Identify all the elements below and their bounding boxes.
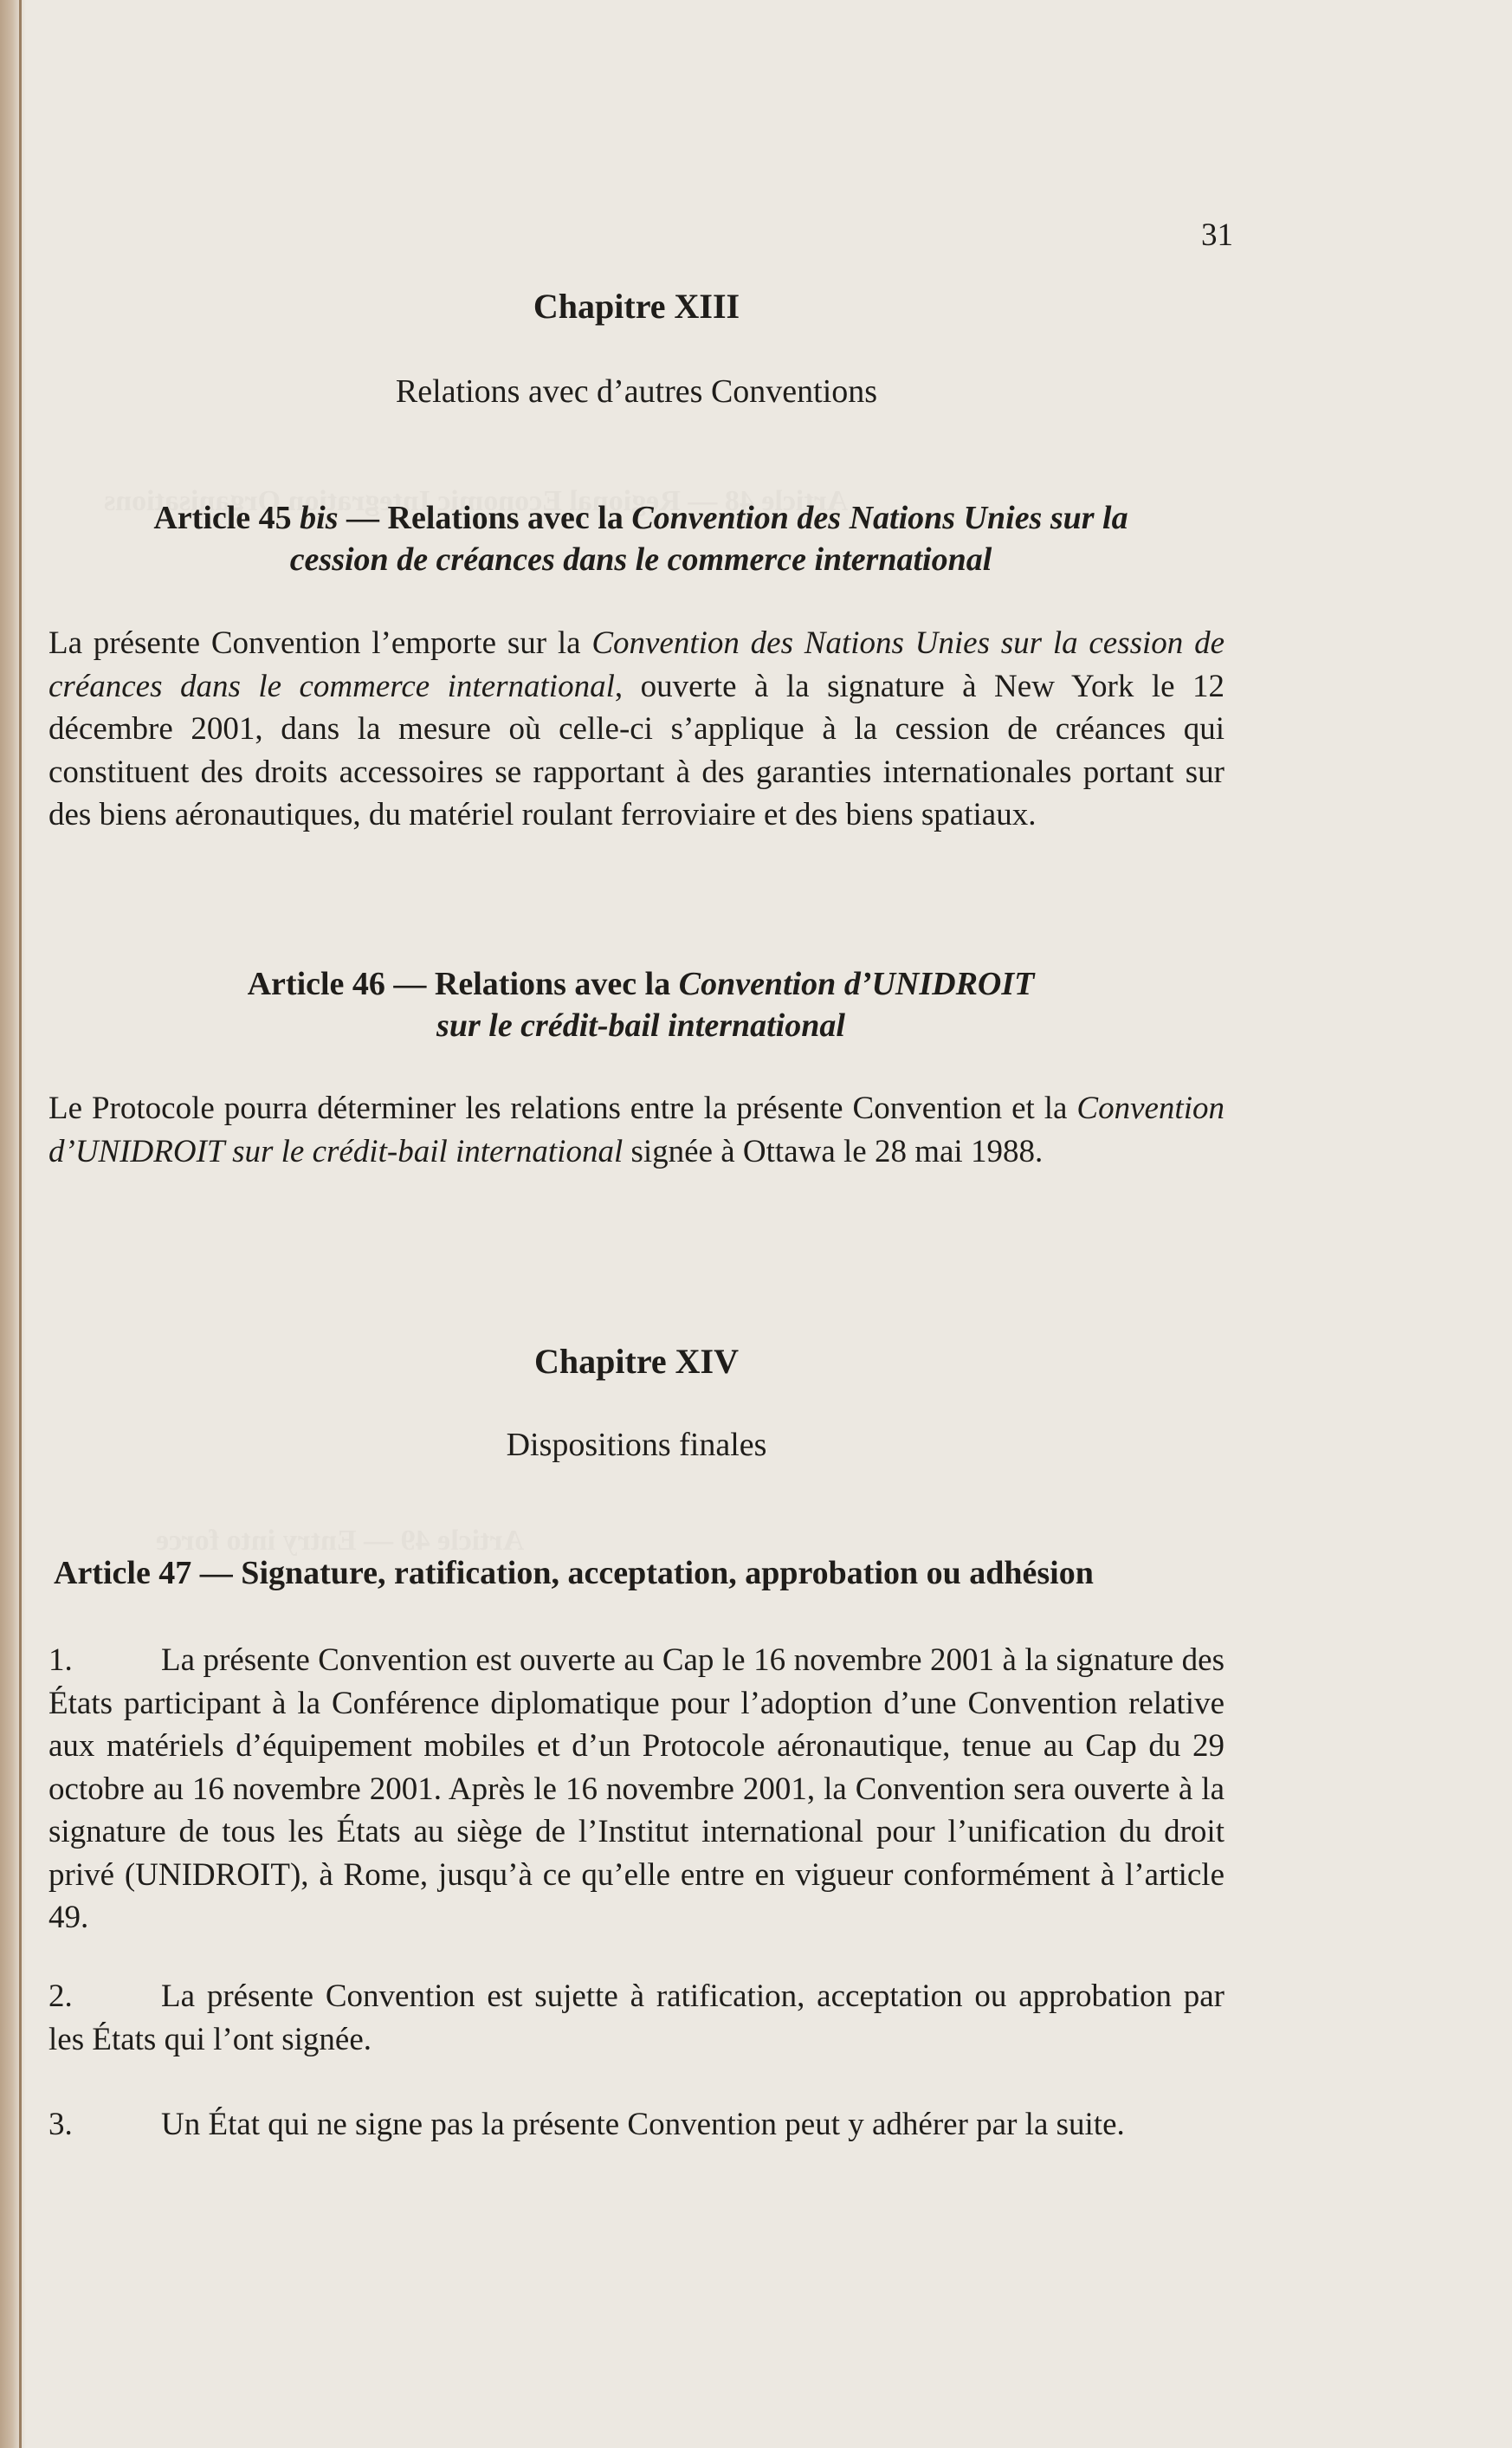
paragraph-number: 3. [48,2107,73,2142]
article-45-bis-title-convention-line-2: cession de créances dans le commerce international [289,541,992,578]
article-45-bis-title-middle: — Relations avec la [338,500,632,536]
article-46-title [52,963,1230,1046]
chapter-14-title: Chapitre XIV [534,1342,739,1381]
page-binding-edge [0,0,26,2448]
article-45-bis-title-prefix: Article 45 [153,500,300,536]
chapter-13-title: Chapitre XIII [533,287,740,326]
paragraph-text: La présente Convention est ouverte au Cap le 16 novembre 2001 à la signature des États participant à la Conférence diplomatique pour l’adoption d’une Convention relative aux matériels d’équipement mobiles et d’un Protocole aéronautique, tenue au Cap du 29 octobre au 16 novembre 2001. Après le 16 novembre 2001, la Convention sera ouverte à la signature de tous les États au siège de l’Institut international pour l’unification du droit privé (UNIDROIT), à Rome, jusqu’à ce qu’elle entre en vigueur conformément à l’article 49. [48,1642,1224,1935]
chapter-14-subtitle: Dispositions finales [506,1427,767,1463]
page-number: 31 [1201,217,1233,253]
article-45-bis-title [52,497,1230,580]
article-46-title-prefix: Article 46 — Relations avec la [247,966,679,1002]
article-45-bis-body-part-2: , ouverte à la signature à New York le 12 décembre 2001, dans la mesure où celle-ci s’applique à la cession de créances qui constituent des droits accessoires se rapportant à des garanties internationales portant sur des biens aéronautiques, du matériel roulant ferroviaire et des biens spatiaux. [48,668,1224,832]
article-46-body [48,1087,1224,1173]
article-45-bis-title-convention-line-1: Convention des Nations Unies sur la [631,500,1128,536]
article-47-paragraph-1 [48,1639,1224,1940]
article-45-bis-body-convention: Convention des Nations Unies sur la cession de créances dans le commerce international [48,625,1224,704]
article-46-body-convention: Convention d’UNIDROIT sur le crédit-bail international [48,1091,1224,1169]
paragraph-number: 1. [48,1642,73,1678]
article-46-body-part-2: signée à Ottawa le 28 mai 1988. [623,1133,1044,1169]
article-45-bis-title-bis: bis [300,500,339,536]
chapter-13-subtitle: Relations avec d’autres Conventions [395,373,878,410]
article-46-body-part-1: Le Protocole pourra déterminer les relations entre la présente Convention et la [48,1091,1077,1126]
article-46-title-convention-line-1: Convention d’UNIDROIT [678,966,1035,1002]
article-47-paragraph-2 [48,1975,1224,2061]
paragraph-text: Un État qui ne signe pas la présente Convention peut y adhérer par la suite. [161,2107,1125,2142]
article-45-bis-body [48,622,1224,837]
article-47-paragraph-3 [48,2103,1224,2147]
article-47-title: Article 47 — Signature, ratification, acceptation, approbation ou adhésion [54,1555,1094,1591]
article-46-title-convention-line-2: sur le crédit-bail international [436,1007,845,1044]
paragraph-number: 2. [48,1978,73,2014]
article-45-bis-body-part-1: La présente Convention l’emporte sur la [48,625,592,661]
page-binding-line [19,0,22,2448]
paragraph-text: La présente Convention est sujette à ratification, acceptation ou approbation par les États qui l’ont signée. [48,1978,1224,2057]
